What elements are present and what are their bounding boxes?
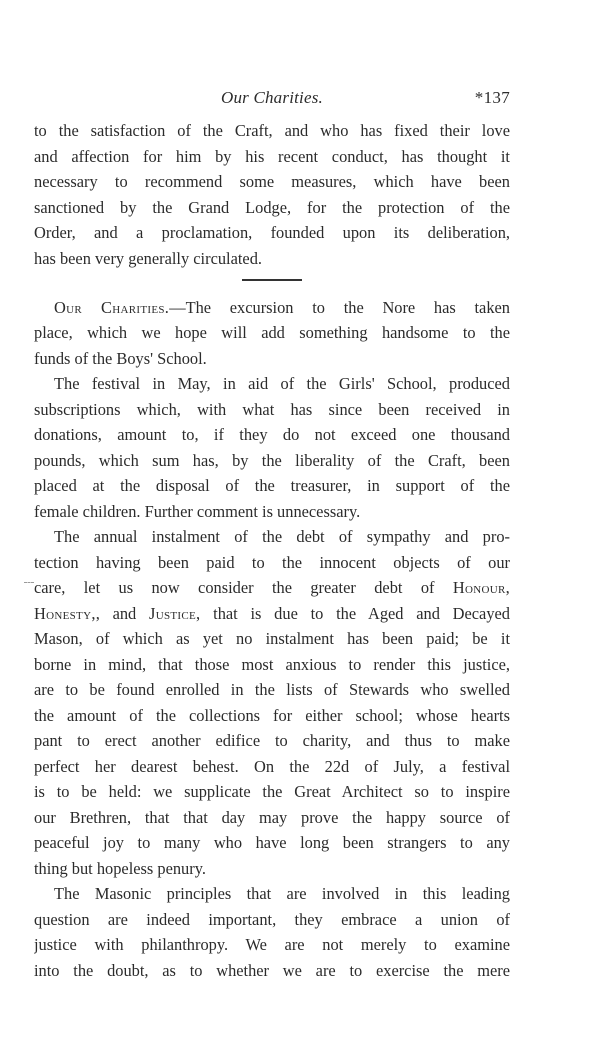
text-line: The annual instalment of the debt of sympathy and pro- xyxy=(54,527,510,546)
text-line: donations, amount to, if they do not exceed one thousand xyxy=(34,425,510,444)
text-line: the amount of the collections for either school; whose hearts xyxy=(34,705,510,725)
text-line: into the doubt, as to whether we are to exercise the mere xyxy=(34,960,510,980)
paragraph-continuation xyxy=(34,118,510,271)
text-line: has been very generally circulated. xyxy=(34,248,262,268)
section-rule xyxy=(242,279,302,281)
running-title: Our Charities. xyxy=(221,88,323,107)
text-line: place, which we hope will add something handsome to the xyxy=(34,323,510,342)
text-line: sanctioned by the Grand Lodge, for the protection of the xyxy=(34,197,510,217)
text-line: are to be found enrolled in the lists of Stewards who swelled xyxy=(34,680,510,699)
text-line: Mason, of which as yet no instalment has been paid; be it xyxy=(34,629,510,648)
body-text xyxy=(34,118,510,983)
text-line: our Brethren, that that day may prove the happy source of xyxy=(34,807,510,827)
text-line: question are indeed important, they embrace a union of xyxy=(34,909,510,929)
small-caps-word: Honesty, xyxy=(34,603,96,623)
text-run: that is due to the Aged and Decayed xyxy=(200,603,510,623)
text-line: The festival in May, in aid of the Girls' School, produced xyxy=(54,374,510,393)
text-line xyxy=(34,295,510,321)
text-line: funds of the Boys' School. xyxy=(34,348,207,368)
text-run: care, let us now consider the greater debt of xyxy=(34,578,453,597)
text-line: peaceful joy to many who have long been strangers to any xyxy=(34,833,510,852)
small-caps-word: Justice, xyxy=(149,603,201,623)
text-line xyxy=(34,601,510,627)
paragraph-masonic-principles xyxy=(34,881,510,983)
paragraph-our-charities xyxy=(34,295,510,372)
text-line: Order, and a proclamation, founded upon its deliberation, xyxy=(34,223,510,242)
small-caps-word: Honour, xyxy=(452,578,510,597)
text-line: thing but hopeless penury. xyxy=(34,858,206,878)
text-line: female children. Further comment is unnecessary. xyxy=(34,501,361,521)
text-line: subscriptions which, with what has since been received in xyxy=(34,399,510,419)
text-line: pounds, which sum has, by the liberality of the Craft, been xyxy=(34,450,510,470)
running-head xyxy=(34,86,510,110)
text-run: —The excursion to the Nore has taken xyxy=(169,297,510,317)
text-line: The Masonic principles that are involved in this leading xyxy=(54,884,510,903)
section-heading: Our Charities. xyxy=(54,297,170,317)
text-line xyxy=(34,575,510,601)
text-run: , and xyxy=(95,603,150,623)
text-line: necessary to recommend some measures, which have been xyxy=(34,172,510,191)
text-line: tection having been paid to the innocent objects of our xyxy=(34,552,510,572)
text-line: perfect her dearest behest. On the 22d of July, a festival xyxy=(34,756,510,776)
page-number: *137 xyxy=(474,88,510,107)
text-line: pant to erect another edifice to charity, and thus to make xyxy=(34,731,510,750)
text-line: borne in mind, that those most anxious to render this justice, xyxy=(34,654,510,674)
paragraph-festival xyxy=(34,371,510,524)
margin-mark xyxy=(24,582,34,583)
text-line: to the satisfaction of the Craft, and who has fixed their love xyxy=(34,121,510,140)
text-line: placed at the disposal of the treasurer, in support of the xyxy=(34,476,510,495)
text-line: is to be held: we supplicate the Great Architect so to inspire xyxy=(34,782,510,801)
paragraph-annual-instalment xyxy=(34,524,510,881)
text-line: and affection for him by his recent conduct, has thought it xyxy=(34,146,510,166)
text-line: justice with philanthropy. We are not merely to examine xyxy=(34,935,510,954)
